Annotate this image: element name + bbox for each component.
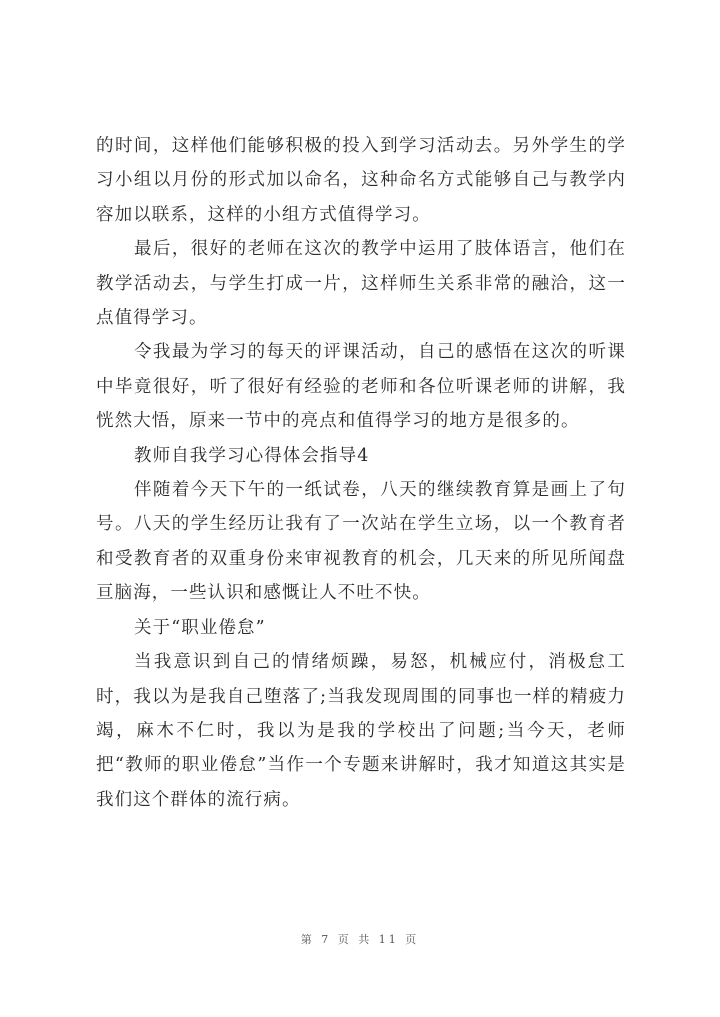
page-number-footer: 第 7 页 共 11 页	[300, 933, 420, 946]
paragraph-3: 令我最为学习的每天的评课活动，自己的感悟在这次的听课中毕竟很好，听了很好有经验的老师和各位听课老师的讲解，我恍然大悟，原来一节中的亮点和值得学习的地方是很多的。	[96, 342, 626, 432]
section-heading: 教师自我学习心得体会指导4	[134, 445, 370, 466]
paragraph-5: 当我意识到自己的情绪烦躁，易怒，机械应付，消极怠工时，我以为是我自己堕落了;当我发现周围的同事也一样的精疲力竭，麻木不仁时，我以为是我的学校出了问题;当今天，老师把“教师的职业倦怠”当作一个专题来讲解时，我才知道这其实是我们这个群体的流行病。	[96, 652, 626, 810]
document-body	[96, 129, 626, 817]
paragraph-4: 伴随着今天下午的一纸试卷，八天的继续教育算是画上了句号。八天的学生经历让我有了一次站在学生立场，以一个教育者和受教育者的双重身份来审视教育的机会，几天来的所见所闻盘亘脑海，一些认识和感慨让人不吐不快。	[96, 480, 626, 604]
paragraph-2: 最后，很好的老师在这次的教学中运用了肢体语言，他们在教学活动去，与学生打成一片，这样师生关系非常的融洽，这一点值得学习。	[96, 239, 626, 329]
subheading: 关于“职业倦怠”	[134, 617, 266, 638]
paragraph-1: 的时间，这样他们能够积极的投入到学习活动去。另外学生的学习小组以月份的形式加以命名，这种命名方式能够自己与教学内容加以联系，这样的小组方式值得学习。	[96, 136, 626, 225]
